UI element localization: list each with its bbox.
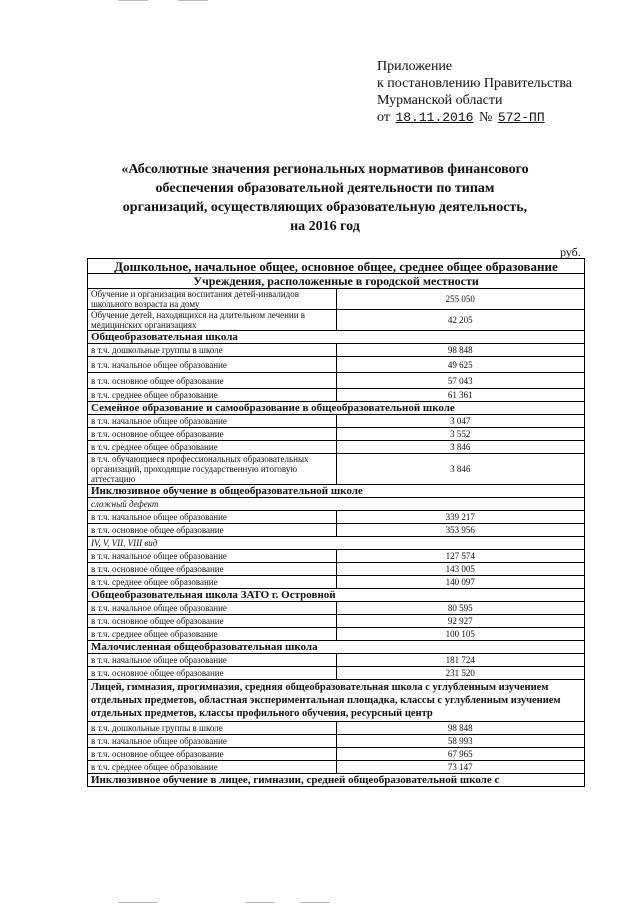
row-value: 3 552	[336, 428, 585, 441]
row-value: 127 574	[336, 550, 585, 563]
row-value: 3 846	[336, 454, 585, 485]
table-row	[88, 310, 585, 331]
row-value: 92 927	[336, 615, 585, 628]
row-value: 3 047	[336, 415, 585, 428]
table-row	[88, 524, 585, 537]
row-value: 231 520	[336, 667, 585, 680]
row-label: в т.ч. среднее общее образование	[88, 761, 337, 774]
section-header-row	[88, 680, 585, 722]
table-row	[88, 615, 585, 628]
table-row	[88, 454, 585, 485]
row-label: в т.ч. среднее общее образование	[88, 628, 337, 641]
section-label: Общеобразовательная школа	[88, 331, 585, 344]
table-row	[88, 602, 585, 615]
bottom-scan-line-2	[245, 902, 275, 903]
row-label: в т.ч. начальное общее образование	[88, 550, 337, 563]
table-row	[88, 654, 585, 667]
title-line-1: «Абсолютные значения региональных нормативов финансового	[121, 162, 529, 177]
row-label: Обучение детей, находящихся на длительном лечении в медицинских организациях	[88, 310, 337, 331]
subsection-label: IV, V, VII, VIII вид	[88, 537, 585, 550]
section-label: Инклюзивное обучение в общеобразовательной школе	[88, 485, 585, 498]
row-label: в т.ч. основное общее образование	[88, 615, 337, 628]
region-name: Мурманской области	[377, 93, 503, 108]
row-label: в т.ч. основное общее образование	[88, 428, 337, 441]
section-header-row	[88, 589, 585, 602]
bottom-scan-line-1	[118, 902, 158, 903]
main-header-cell: Дошкольное, начальное общее, основное общее, среднее общее образование	[88, 259, 585, 274]
document-title	[95, 160, 555, 236]
table-row	[88, 667, 585, 680]
resolution-date: 18.11.2016	[395, 110, 474, 125]
row-value: 49 625	[336, 357, 585, 373]
top-scan-line-1	[118, 0, 148, 1]
table-main-header	[88, 259, 585, 274]
table-row	[88, 344, 585, 357]
row-label: в т.ч. дошкольные группы в школе	[88, 344, 337, 357]
row-value: 80 595	[336, 602, 585, 615]
table-row	[88, 563, 585, 576]
row-label: в т.ч. основное общее образование	[88, 748, 337, 761]
table-row	[88, 722, 585, 735]
from-label: от	[377, 110, 390, 125]
row-label: Обучение и организация воспитания детей-инвалидов школьного возраста на дому	[88, 289, 337, 310]
table-row	[88, 735, 585, 748]
section-header-row	[88, 402, 585, 415]
table-sub-header	[88, 274, 585, 289]
title-line-2: обеспечения образовательной деятельности по типам	[155, 181, 495, 196]
resolution-number: 572-ПП	[497, 110, 545, 125]
norms-table	[87, 258, 585, 787]
section-header-row	[88, 774, 585, 787]
table-row	[88, 761, 585, 774]
section-header-row	[88, 641, 585, 654]
row-label: в т.ч. начальное общее образование	[88, 511, 337, 524]
section-label: Лицей, гимназия, прогимназия, средняя общеобразовательная школа с углубленным изучением отдельных предметов, областная экспериментальная площадка, классы с углубленным изучением отдельных предметов, классы профильного обучения, ресурсный центр	[88, 680, 585, 722]
subsection-row	[88, 498, 585, 511]
table-row	[88, 289, 585, 310]
row-label: в т.ч. среднее общее образование	[88, 389, 337, 402]
title-line-3: организаций, осуществляющих образовательную деятельность,	[122, 200, 528, 215]
row-value: 57 043	[336, 373, 585, 389]
section-label: Общеобразовательная школа ЗАТО г. Островной	[88, 589, 585, 602]
top-scan-line-2	[178, 0, 208, 1]
row-label: в т.ч. основное общее образование	[88, 524, 337, 537]
row-label: в т.ч. основное общее образование	[88, 373, 337, 389]
appendix-label: Приложение	[377, 59, 453, 74]
row-label: в т.ч. обучающиеся профессиональных образовательных организаций, проходящие государственную итоговую аттестацию	[88, 454, 337, 485]
row-value: 58 993	[336, 735, 585, 748]
row-value: 181 724	[336, 654, 585, 667]
table-row	[88, 389, 585, 402]
row-label: в т.ч. начальное общее образование	[88, 357, 337, 373]
section-label: Инклюзивное обучение в лицее, гимназии, средней общеобразовательной школе с	[88, 774, 585, 787]
number-label: №	[478, 110, 493, 125]
table-row	[88, 628, 585, 641]
row-label: в т.ч. начальное общее образование	[88, 654, 337, 667]
table-row	[88, 357, 585, 373]
row-value: 61 361	[336, 389, 585, 402]
row-value: 143 005	[336, 563, 585, 576]
appendix-header	[377, 58, 572, 126]
row-label: в т.ч. дошкольные группы в школе	[88, 722, 337, 735]
row-value: 255 050	[336, 289, 585, 310]
date-number-line	[377, 109, 572, 126]
row-label: в т.ч. начальное общее образование	[88, 602, 337, 615]
section-header-row	[88, 331, 585, 344]
bottom-scan-line-3	[300, 902, 330, 903]
row-label: в т.ч. основное общее образование	[88, 667, 337, 680]
section-header-row	[88, 485, 585, 498]
table-row	[88, 576, 585, 589]
row-value: 98 848	[336, 722, 585, 735]
row-label: в т.ч. основное общее образование	[88, 563, 337, 576]
row-value: 140 097	[336, 576, 585, 589]
title-line-4: на 2016 год	[290, 219, 360, 234]
table-row	[88, 373, 585, 389]
row-value: 339 217	[336, 511, 585, 524]
resolution-reference: к постановлению Правительства	[377, 76, 573, 91]
table-row	[88, 441, 585, 454]
table-row	[88, 511, 585, 524]
row-label: в т.ч. среднее общее образование	[88, 441, 337, 454]
row-value: 42 205	[336, 310, 585, 331]
row-label: в т.ч. начальное общее образование	[88, 415, 337, 428]
subsection-row	[88, 537, 585, 550]
section-label: Семейное образование и самообразование в общеобразовательной школе	[88, 402, 585, 415]
row-value: 67 965	[336, 748, 585, 761]
table-row	[88, 550, 585, 563]
row-label: в т.ч. начальное общее образование	[88, 735, 337, 748]
section-label: Малочисленная общеобразовательная школа	[88, 641, 585, 654]
table-row	[88, 428, 585, 441]
row-value: 73 147	[336, 761, 585, 774]
row-value: 3 846	[336, 441, 585, 454]
row-value: 98 848	[336, 344, 585, 357]
row-value: 353 956	[336, 524, 585, 537]
row-value: 100 105	[336, 628, 585, 641]
table-row	[88, 748, 585, 761]
row-label: в т.ч. среднее общее образование	[88, 576, 337, 589]
sub-header-cell: Учреждения, расположенные в городской местности	[88, 274, 585, 289]
currency-label: руб.	[560, 245, 581, 259]
subsection-label: сложный дефект	[88, 498, 585, 511]
table-row	[88, 415, 585, 428]
